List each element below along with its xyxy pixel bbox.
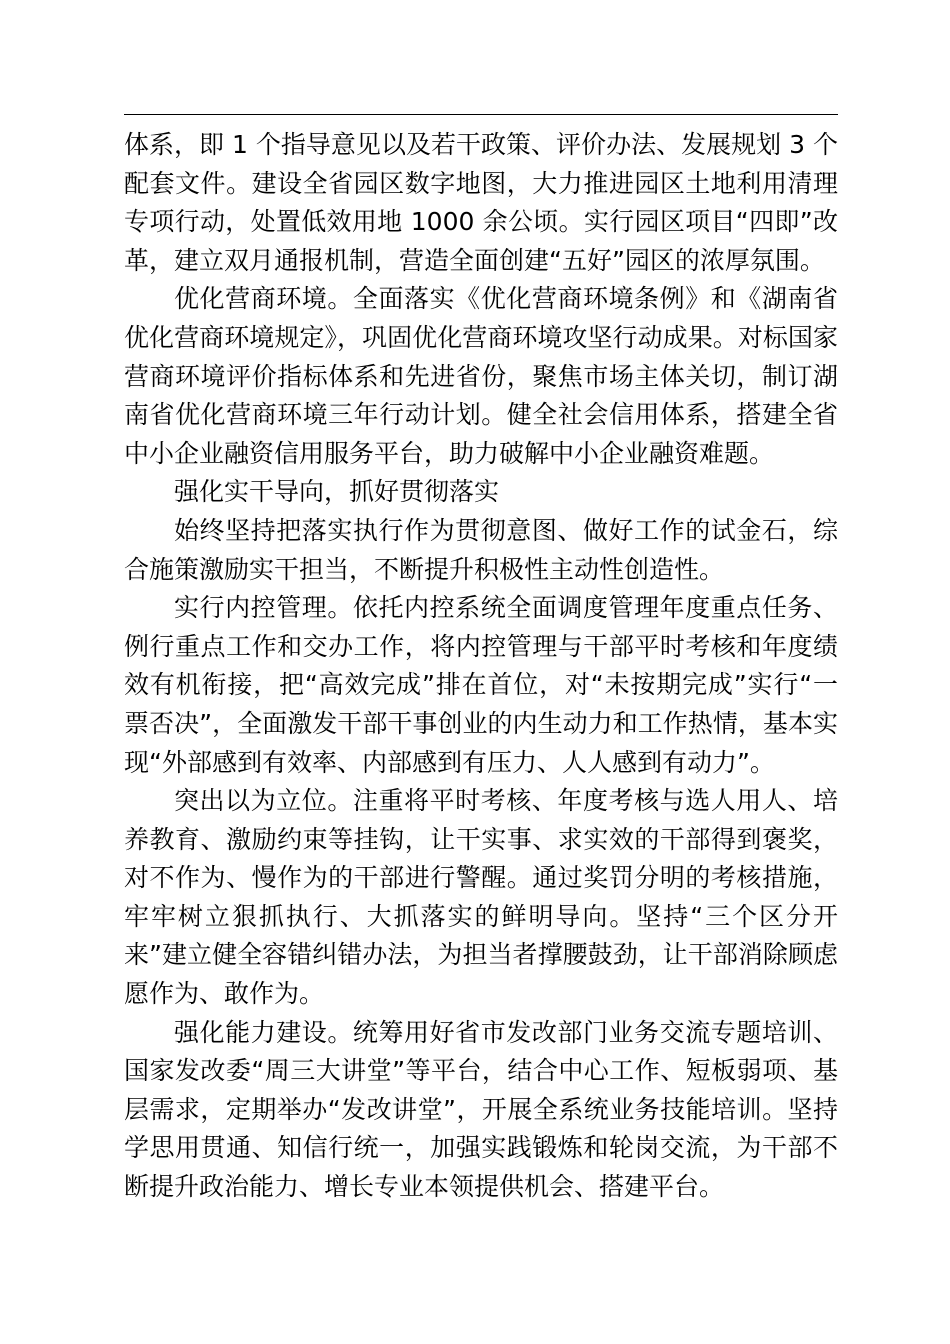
paragraph-continuation: 体系，即 1 个指导意见以及若干政策、评价办法、发展规划 3 个配套文件。建设全省园区数字地图，大力推进园区土地利用清理专项行动，处置低效用地 1000 余公顷。实行园区项目“四即”改革，建立双月通报机制，营造全面创建“五好”园区的浓厚氛围。	[124, 130, 838, 275]
document-body	[124, 126, 838, 1207]
paragraph-intro: 始终坚持把落实执行作为贯彻意图、做好工作的试金石，综合施策激励实干担当，不断提升积极性主动性创造性。	[124, 515, 838, 584]
section-heading: 强化实干导向，抓好贯彻落实	[174, 477, 500, 507]
paragraph-assessment: 突出以为立位。注重将平时考核、年度考核与选人用人、培养教育、激励约束等挂钩，让干实事、求实效的干部得到褒奖，对不作为、慢作为的干部进行警醒。通过奖罚分明的考核措施，牢牢树立狠抓执行、大抓落实的鲜明导向。坚持“三个区分开来”建立健全容错纠错办法，为担当者撑腰鼓劲，让干部消除顾虑愿作为、敢作为。	[124, 786, 838, 1009]
header-rule	[124, 114, 838, 115]
paragraph-internal-control: 实行内控管理。依托内控系统全面调度管理年度重点任务、例行重点工作和交办工作，将内控管理与干部平时考核和年度绩效有机衔接，把“高效完成”排在首位，对“未按期完成”实行“一票否决”，全面激发干部干事创业的内生动力和工作热情，基本实现“外部感到有效率、内部感到有压力、人人感到有动力”。	[124, 593, 838, 777]
paragraph-business-environment: 优化营商环境。全面落实《优化营商环境条例》和《湖南省优化营商环境规定》，巩固优化营商环境攻坚行动成果。对标国家营商环境评价指标体系和先进省份，聚焦市场主体关切，制订湖南省优化营商环境三年行动计划。健全社会信用体系，搭建全省中小企业融资信用服务平台，助力破解中小企业融资难题。	[124, 284, 838, 468]
paragraph-capacity-building: 强化能力建设。统筹用好省市发改部门业务交流专题培训、国家发改委“周三大讲堂”等平台，结合中心工作、短板弱项、基层需求，定期举办“发改讲堂”，开展全系统业务技能培训。坚持学思用贯通、知信行统一，加强实践锻炼和轮岗交流，为干部不断提升政治能力、增长专业本领提供机会、搭建平台。	[124, 1017, 838, 1202]
